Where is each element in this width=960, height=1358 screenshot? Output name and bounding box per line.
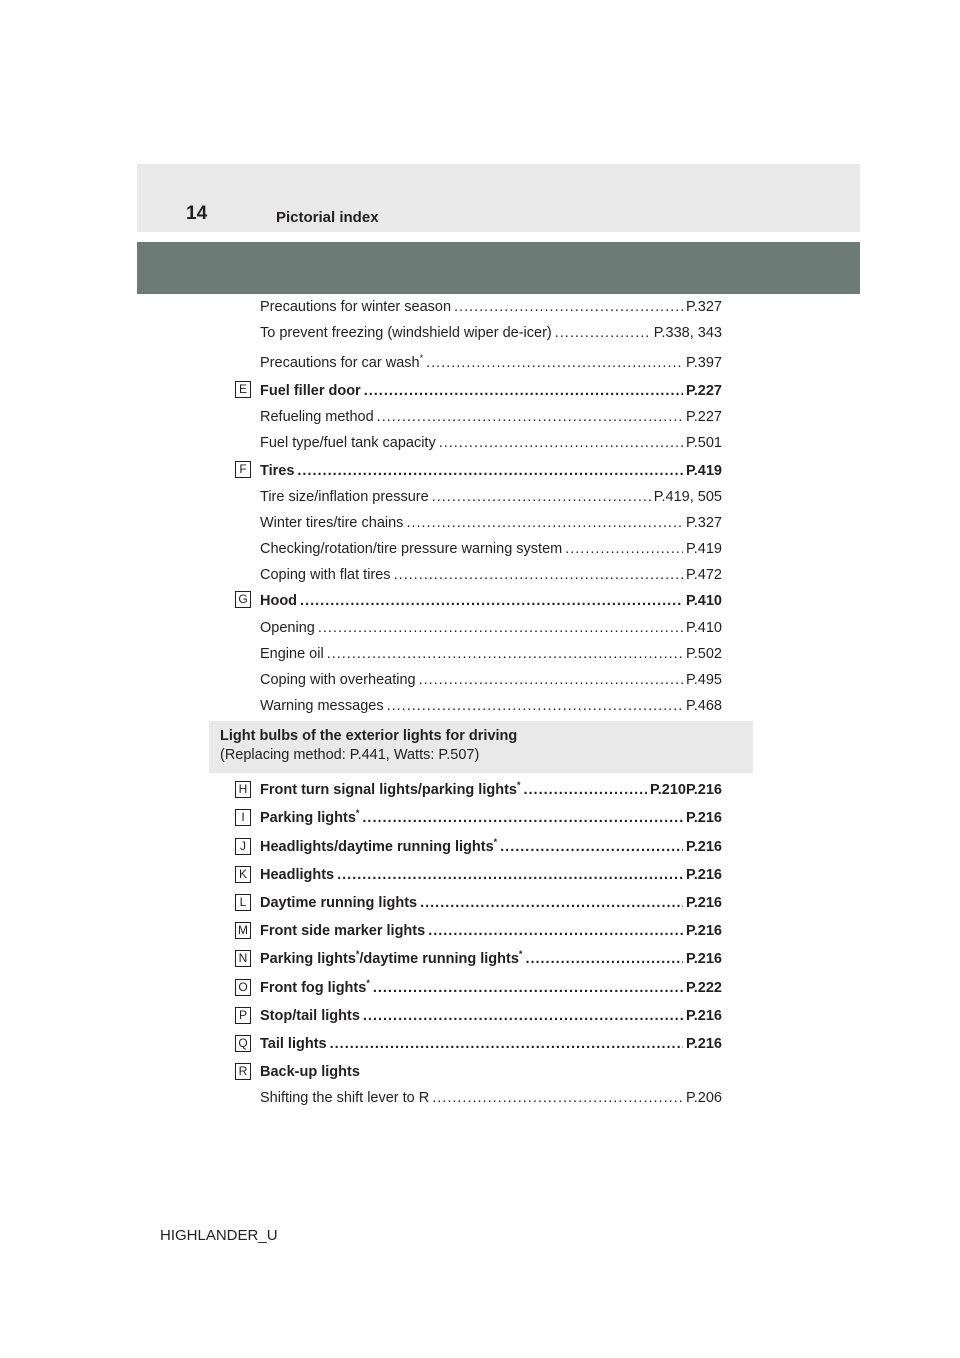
entry-front-side-marker[interactable] [260, 921, 722, 941]
entry-winter-precautions[interactable] [260, 297, 722, 317]
entry-page: P.222 [685, 980, 722, 996]
entry-page: P.419 [685, 463, 722, 479]
badge-h: H [235, 781, 251, 798]
entry-label: Front turn signal lights/parking lights [260, 782, 517, 798]
badge-j: J [235, 838, 251, 855]
entry-page: P.419, 505 [653, 489, 722, 505]
entry-page: P.502 [685, 646, 722, 662]
entry-warning-messages[interactable] [260, 696, 722, 716]
entry-headlights[interactable] [260, 865, 722, 885]
footnote-mark: * [518, 949, 523, 960]
entry-page: P.327 [685, 299, 722, 315]
entry-tire-checking[interactable] [260, 539, 722, 559]
badge-p: P [235, 1007, 251, 1024]
badge-e: E [235, 381, 251, 398]
badge-f: F [235, 461, 251, 478]
entry-label: Headlights [260, 867, 335, 883]
page-number: 14 [186, 203, 208, 224]
badge-g: G [235, 591, 251, 608]
entry-label: Parking lights [260, 810, 356, 826]
header-bar [137, 164, 860, 232]
badge-m: M [235, 922, 251, 939]
entry-overheating[interactable] [260, 670, 722, 690]
entry-headlights-drl[interactable] [260, 837, 722, 857]
entry-engine-oil[interactable] [260, 644, 722, 664]
entry-page: P.468 [685, 698, 722, 714]
entry-page: P.216 [685, 951, 722, 967]
entry-car-wash[interactable] [260, 353, 722, 373]
entry-page: P.327 [685, 515, 722, 531]
entry-label: Stop/tail lights [260, 1008, 360, 1024]
entry-page: P.216 [685, 810, 722, 826]
entry-flat-tires[interactable] [260, 565, 722, 585]
entry-fuel-filler-door[interactable] [260, 381, 722, 401]
entry-page: P.216 [685, 1036, 722, 1052]
footnote-mark: * [516, 780, 521, 791]
entry-label: Precautions for car wash [260, 355, 420, 371]
entry-page: P.472 [685, 567, 722, 583]
badge-l: L [235, 894, 251, 911]
entry-page: P.495 [685, 672, 722, 688]
entry-page: P.227 [685, 409, 722, 425]
entry-label: Hood [260, 593, 298, 609]
entry-page: P.410 [685, 593, 722, 609]
entry-label: Engine oil [260, 646, 324, 662]
entry-label: Parking lights [260, 951, 356, 967]
section-title: Light bulbs of the exterior lights for driving [220, 728, 518, 744]
entry-opening[interactable] [260, 618, 722, 638]
page-title: Pictorial index [276, 209, 379, 226]
entry-parking-drl[interactable] [260, 949, 722, 969]
entry-page: P.216 [685, 839, 722, 855]
entry-label: Warning messages [260, 698, 384, 714]
entry-prevent-freezing[interactable] [260, 323, 722, 343]
entry-page: P.397 [685, 355, 722, 371]
entry-label: Daytime running lights [260, 895, 418, 911]
entry-label: Tires [260, 463, 295, 479]
entry-page: P.227 [685, 383, 722, 399]
entry-label: Checking/rotation/tire pressure warning system [260, 541, 563, 557]
entry-label-2: /daytime running lights [359, 951, 519, 967]
entry-page: P.210P.216 [649, 782, 722, 798]
entry-shift-lever[interactable] [260, 1088, 722, 1108]
entry-daytime-running-lights[interactable] [260, 893, 722, 913]
entry-page: P.206 [685, 1090, 722, 1106]
section-subtitle: (Replacing method: P.441, Watts: P.507) [220, 747, 480, 763]
entry-page: P.501 [685, 435, 722, 451]
badge-i: I [235, 809, 251, 826]
entry-back-up-lights [260, 1062, 722, 1082]
entry-label: Tire size/inflation pressure [260, 489, 429, 505]
entry-hood[interactable] [260, 591, 722, 611]
footer-model: HIGHLANDER_U [160, 1227, 278, 1244]
entry-label: Headlights/daytime running lights [260, 839, 494, 855]
entry-label: Front fog lights [260, 980, 367, 996]
entry-label: Opening [260, 620, 315, 636]
badge-n: N [235, 950, 251, 967]
entry-page: P.410 [685, 620, 722, 636]
entry-label: Tail lights [260, 1036, 327, 1052]
badge-k: K [235, 866, 251, 883]
entry-parking-lights[interactable] [260, 808, 722, 828]
entry-label: Front side marker lights [260, 923, 426, 939]
footnote-mark: * [493, 837, 498, 848]
badge-r: R [235, 1063, 251, 1080]
entry-stop-tail-lights[interactable] [260, 1006, 722, 1026]
entry-winter-tires[interactable] [260, 513, 722, 533]
entry-page: P.216 [685, 895, 722, 911]
entry-front-fog-lights[interactable] [260, 978, 722, 998]
entry-label: Refueling method [260, 409, 374, 425]
entry-tires[interactable] [260, 461, 722, 481]
entry-page: P.216 [685, 1008, 722, 1024]
entry-label: Coping with flat tires [260, 567, 391, 583]
entry-label: To prevent freezing (windshield wiper de-icer) [260, 325, 552, 341]
entry-page: P.216 [685, 867, 722, 883]
entry-label: Precautions for winter season [260, 299, 452, 315]
footnote-mark: * [355, 808, 360, 819]
entry-tail-lights[interactable] [260, 1034, 722, 1054]
footnote-mark: * [366, 978, 370, 989]
entry-label: Shifting the shift lever to R [260, 1090, 430, 1106]
header-band [137, 242, 860, 294]
entry-label: Winter tires/tire chains [260, 515, 404, 531]
entry-fuel-type[interactable] [260, 433, 722, 453]
entry-tire-size[interactable] [260, 487, 722, 507]
footnote-mark: * [419, 353, 424, 364]
entry-page: P.419 [685, 541, 722, 557]
entry-page: P.338, 343 [653, 325, 722, 341]
entry-front-turn-signal[interactable] [260, 780, 722, 800]
badge-q: Q [235, 1035, 251, 1052]
entry-page: P.216 [685, 923, 722, 939]
entry-label: Coping with overheating [260, 672, 416, 688]
entry-refueling-method[interactable] [260, 407, 722, 427]
footnote-mark: * [355, 949, 360, 960]
entry-label: Back-up lights [260, 1064, 360, 1080]
badge-o: O [235, 979, 251, 996]
entry-label: Fuel filler door [260, 383, 361, 399]
entry-label: Fuel type/fuel tank capacity [260, 435, 436, 451]
